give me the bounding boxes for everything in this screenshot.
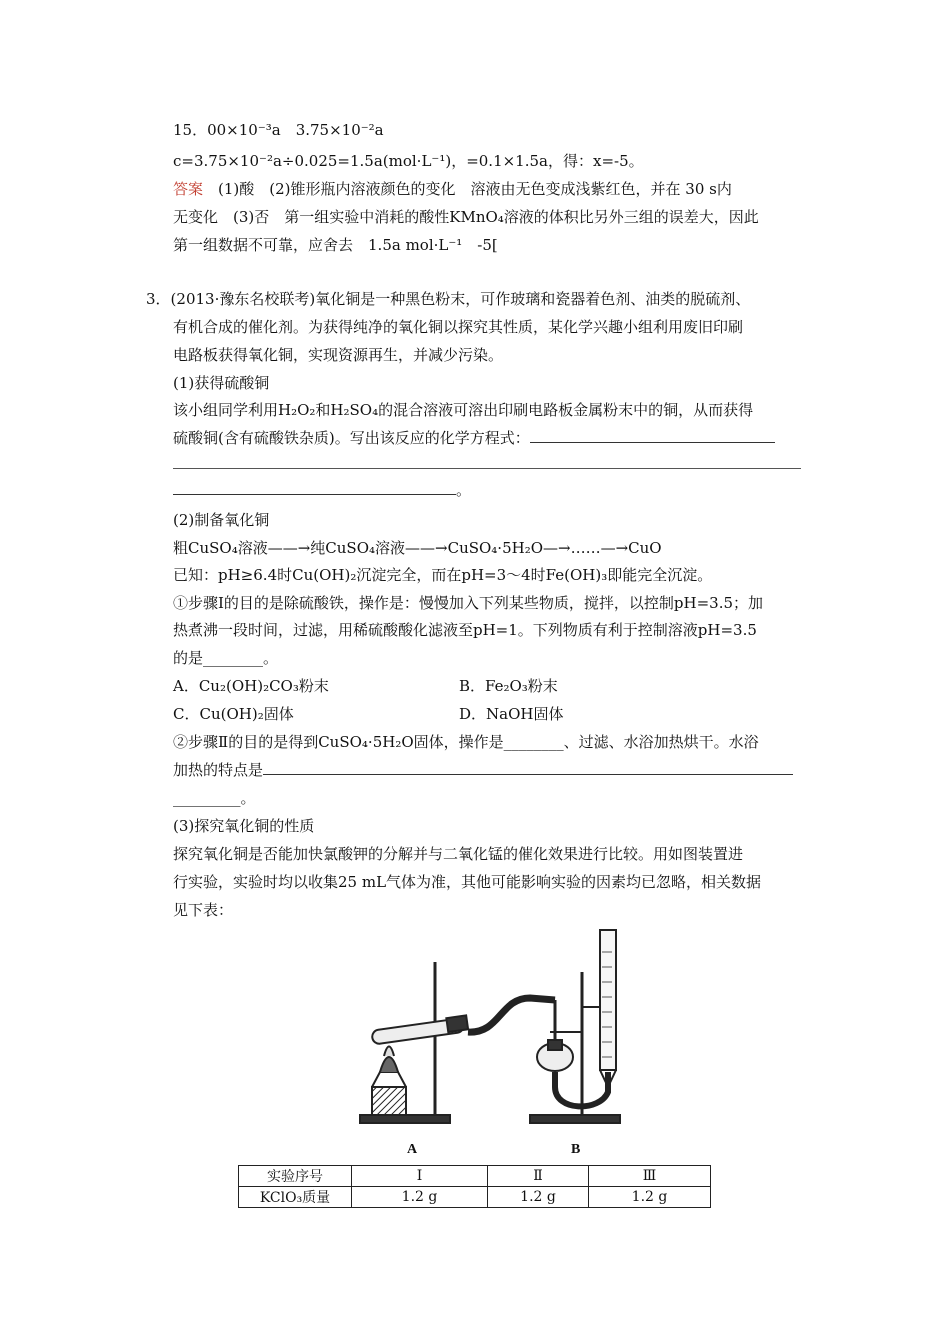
answer-line-5: 第一组数据不可靠，应舍去 1.5a mol·L⁻¹ -5[ <box>173 236 498 254</box>
table-header: Ⅲ <box>589 1166 711 1187</box>
step2-line-3: _________。 <box>173 789 256 807</box>
part1-end: 。 <box>456 481 472 499</box>
answer-blank-line[interactable] <box>173 468 801 469</box>
apparatus-figure <box>350 922 640 1144</box>
answer-blank[interactable] <box>530 428 775 443</box>
part3-line-1: 探究氧化铜是否能加快氯酸钾的分解并与二氧化锰的催化效果进行比较。用如图装置进 <box>173 845 744 863</box>
answer-line-2: c=3.75×10⁻²a÷0.025=1.5a(mol·L⁻¹)，=0.1×1.5a，得：x=-5。 <box>173 152 644 170</box>
part3-line-2: 行实验，实验时均以收集25 mL气体为准，其他可能影响实验的因素均已忽略，相关数据 <box>173 873 762 891</box>
alcohol-lamp <box>372 1087 406 1115</box>
table-header: 实验序号 <box>239 1166 352 1187</box>
question-line-1-text: (2013·豫东名校联考)氧化铜是一种黑色粉末，可作玻璃和瓷器着色剂、油类的脱硫剂、 <box>170 290 751 308</box>
answer-line-1: 15．00×10⁻³a 3.75×10⁻²a <box>173 121 384 139</box>
table-cell: 1.2 g <box>488 1187 589 1208</box>
answer-blank[interactable] <box>173 480 456 495</box>
part3-line-3: 见下表： <box>173 901 234 919</box>
table-header: Ⅰ <box>352 1166 488 1187</box>
part1-line-2 <box>173 428 775 448</box>
stand-base-a <box>360 1115 450 1123</box>
table-header-row <box>239 1166 711 1187</box>
step2-line-1: ②步骤Ⅱ的目的是得到CuSO₄·5H₂O固体，操作是________、过滤、水浴加热烘干。水浴 <box>173 733 759 751</box>
part1-end-line <box>173 480 471 500</box>
step2-line-2 <box>173 760 793 780</box>
data-table <box>238 1165 711 1208</box>
part1-line-2-text: 硫酸铜(含有硫酸铁杂质)。写出该反应的化学方程式： <box>173 429 530 447</box>
question-number: 3． <box>146 290 171 308</box>
part2-known: 已知：pH≥6.4时Cu(OH)₂沉淀完全，而在pH=3～4时Fe(OH)₃即能完全沉淀。 <box>173 566 713 584</box>
rubber-hose <box>468 998 555 1032</box>
stand-base-b <box>530 1115 620 1123</box>
table-cell: 1.2 g <box>352 1187 488 1208</box>
step1-line-2: 热煮沸一段时间，过滤，用稀硫酸酸化滤液至pH=1。下列物质有利于控制溶液pH=3.5 <box>173 621 757 639</box>
part1-title: (1)获得硫酸铜 <box>173 374 270 392</box>
step2-line-2-text: 加热的特点是 <box>173 761 264 779</box>
answer-line-4: 无变化 (3)否 第一组实验中消耗的酸性KMnO₄溶液的体积比另外三组的误差大，因此 <box>173 208 759 226</box>
option-c: C．Cu(OH)₂固体 <box>173 705 294 723</box>
answer-line-3-text: (1)酸 (2)锥形瓶内溶液颜色的变化 溶液由无色变成浅紫红色，并在 30 s内 <box>203 180 732 198</box>
answer-label: 答案 <box>173 180 204 198</box>
option-b: B．Fe₂O₃粉末 <box>459 677 558 695</box>
question-line-2: 有机合成的催化剂。为获得纯净的氧化铜以探究其性质，某化学兴趣小组利用废旧印刷 <box>173 318 744 336</box>
step1-line-1: ①步骤Ⅰ的目的是除硫酸铁，操作是：慢慢加入下列某些物质，搅拌，以控制pH=3.5；加 <box>173 594 764 612</box>
part3-title: (3)探究氧化铜的性质 <box>173 817 315 835</box>
option-d: D．NaOH固体 <box>459 705 564 723</box>
table-cell: KClO₃质量 <box>239 1187 352 1208</box>
table-row <box>239 1187 711 1208</box>
answer-blank[interactable] <box>263 760 793 775</box>
step1-line-3: 的是________。 <box>173 649 279 667</box>
question-line-1 <box>146 289 750 309</box>
part2-title: (2)制备氧化铜 <box>173 511 270 529</box>
figure-label-a: A <box>407 1142 418 1157</box>
table-cell: 1.2 g <box>589 1187 711 1208</box>
gas-burette <box>600 930 616 1070</box>
part2-flow: 粗CuSO₄溶液——→纯CuSO₄溶液——→CuSO₄·5H₂O—→……—→CuO <box>173 539 662 557</box>
option-a: A．Cu₂(OH)₂CO₃粉末 <box>173 677 329 695</box>
part1-line-1: 该小组同学利用H₂O₂和H₂SO₄的混合溶液可溶出印刷电路板金属粉末中的铜，从而获得 <box>173 401 754 419</box>
figure-label-b: B <box>571 1142 581 1157</box>
table-header: Ⅱ <box>488 1166 589 1187</box>
answer-line-3 <box>173 179 732 199</box>
question-line-3: 电路板获得氧化铜，实现资源再生，并减少污染。 <box>173 346 504 364</box>
